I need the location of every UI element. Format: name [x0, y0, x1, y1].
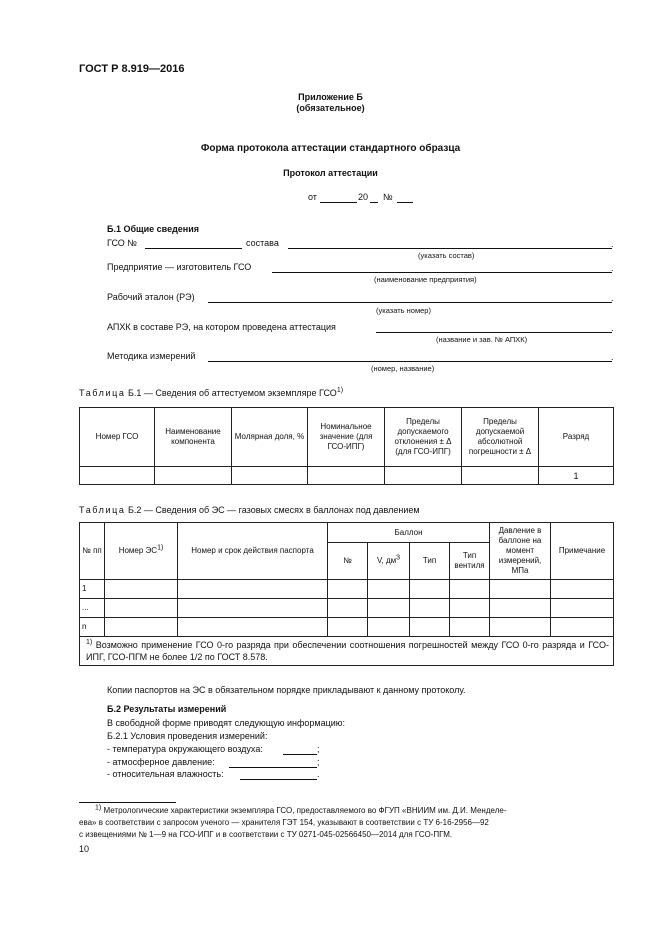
footnote: 1) Метрологические характеристики экземпляра ГСО, предоставляемого во ФГУП «ВНИИМ им. Д.И. Менделе- ева» в соответствии с запросом ученого — хранителя ГЭТ 154, указывают в соответствии с ТУ 6-16-2956—92 с извещениями № 1—9 на ГСО-ИПГ и в соответствии с ТУ 0271-045-02566450—2014 для ГСО-ПГМ. [79, 804, 507, 839]
row-number: n [80, 618, 105, 637]
cell-component[interactable] [155, 467, 232, 485]
table-b2-caption: Таблица Б.2 — Сведения об ЭС — газовых смесях в баллонах под давлением [79, 505, 420, 515]
header-gso-number: Номер ГСО [80, 408, 155, 467]
method-hint: (номер, название) [371, 364, 435, 373]
table-b2 [79, 522, 614, 666]
subheader-cylinder-number: № [328, 543, 368, 580]
year-prefix: 20 [358, 192, 369, 202]
standard-header: ГОСТ Р 8.919—2016 [79, 63, 185, 75]
year-field[interactable] [370, 202, 378, 203]
enterprise-hint: (наименование предприятия) [374, 275, 477, 284]
header-cylinder: Баллон [328, 523, 490, 543]
apkh-field[interactable] [376, 332, 612, 333]
date-field[interactable] [320, 202, 357, 203]
section-b2-sub: Б.2.1 Условия проведения измерений: [107, 731, 268, 741]
header-deviation-limits: Пределы допускаемого отклонения ± Δ (для ГСО-ИПГ) [385, 408, 462, 467]
row-number: ... [80, 599, 105, 618]
cell-gso-number[interactable] [80, 467, 155, 485]
gso-number-field[interactable] [145, 248, 242, 249]
appendix-status: (обязательное) [296, 103, 365, 113]
section-b2-intro: В свободной форме приводят следующую информацию: [107, 718, 346, 728]
composition-field[interactable] [288, 248, 612, 249]
enterprise-field[interactable] [272, 272, 612, 273]
subheader-valve-type: Тип вентиля [450, 543, 490, 580]
subheader-volume: V, дм3 [368, 543, 410, 580]
header-molar-fraction: Молярная доля, % [232, 408, 308, 467]
pressure-field[interactable] [229, 767, 317, 768]
form-title: Форма протокола аттестации стандартного образца [200, 143, 461, 154]
apkh-label: АПХК в составе РЭ, на котором проведена аттестация [107, 322, 336, 332]
header-pressure: Давление в баллоне на момент измерений, МПа [490, 523, 551, 580]
apkh-hint: (название и зав. № АПХК) [436, 335, 528, 344]
footnote-separator [79, 802, 176, 803]
header-error-limits: Пределы допускаемой абсолютной погрешности ± Δ [462, 408, 539, 467]
cell-molar-fraction[interactable] [232, 467, 308, 485]
section-b1-heading: Б.1 Общие сведения [107, 224, 200, 234]
table-b1-caption: Таблица Б.1 — Сведения об аттестуемом экземпляре ГСО$^{1)}$ [79, 387, 344, 398]
pressure-label: - атмосферное давление: [107, 757, 215, 767]
number-field[interactable] [397, 202, 413, 203]
protocol-title: Протокол аттестации [283, 168, 378, 178]
number-label: № [383, 192, 393, 202]
header-row-number: № пп [80, 523, 105, 580]
temperature-field[interactable] [283, 754, 317, 755]
subheader-type: Тип [410, 543, 450, 580]
section-b2-heading: Б.2 Результаты измерений [107, 704, 227, 714]
cell-nominal-value[interactable] [308, 467, 385, 485]
method-label: Методика измерений [107, 351, 196, 361]
header-passport: Номер и срок действия паспорта [178, 523, 328, 580]
cell-error-limits[interactable] [462, 467, 539, 485]
humidity-label: - относительная влажность: [107, 769, 224, 779]
composition-label: состава [246, 238, 279, 248]
humidity-field[interactable] [240, 779, 317, 780]
gso-label: ГСО № [107, 238, 137, 248]
enterprise-label: Предприятие — изготовитель ГСО [107, 262, 252, 272]
page-number: 10 [79, 844, 90, 854]
header-component: Наименование компонента [155, 408, 232, 467]
cell-grade: 1 [539, 467, 614, 485]
header-es-number: Номер ЭС1) [105, 523, 178, 580]
cell-deviation-limits[interactable] [385, 467, 462, 485]
date-prefix: от [308, 192, 317, 202]
etalon-field[interactable] [208, 302, 612, 303]
header-nominal-value: Номинальное значение (для ГСО-ИПГ) [308, 408, 385, 467]
method-field[interactable] [208, 361, 612, 362]
header-grade: Разряд [539, 408, 614, 467]
etalon-hint: (указать номер) [376, 306, 431, 315]
table-b1 [79, 407, 614, 485]
composition-hint: (указать состав) [418, 251, 475, 260]
table-b2-footnote: $^{1)}$ Возможно применение ГСО 0-го разряда при обеспечении соотношения погрешностей между ГСО 0-го разряда и ГСО-ИПГ, ГСО-ПГМ не более 1/2 по ГОСТ 8.578. [80, 637, 614, 666]
etalon-label: Рабочий эталон (РЭ) [107, 292, 195, 302]
appendix-title: Приложение Б [298, 92, 363, 102]
temperature-label: - температура окружающего воздуха: [107, 744, 263, 754]
header-note: Примечание [551, 523, 614, 580]
row-number: 1 [80, 580, 105, 599]
copies-note: Копии паспортов на ЭС в обязательном порядке прикладывают к данному протоколу. [107, 685, 466, 695]
